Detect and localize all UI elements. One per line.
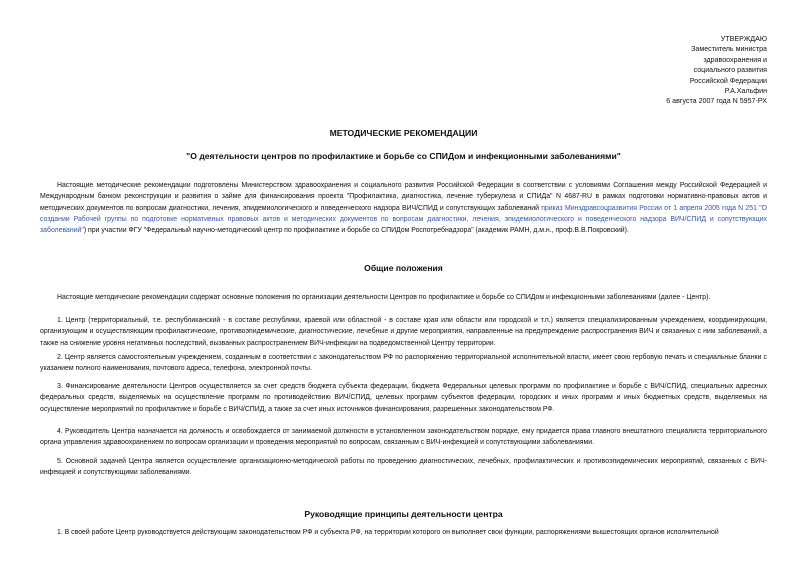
document-title: МЕТОДИЧЕСКИЕ РЕКОМЕНДАЦИИ <box>329 128 478 138</box>
intro-text-end: ) при участии ФГУ "Федеральный научно-методический центр по профилактике и борьбе со СПИДом Роспотребнадзора" (академик РАМН, д.м.н., проф.В.В.Покровский). <box>83 227 629 235</box>
paragraph: 4. Руководитель Центра назначается на должность и освобождается от занимаемой должности в установленном законодательством порядке, ему придается права главного внештатного специалиста территориального органа управления здравоохранением по вопросам организации и проведения мероприятий по вопросам, связанным с ВИЧ-инфекцией и сопутствующими заболеваниями. <box>40 428 767 447</box>
approval-line: 6 августа 2007 года N 5957-РХ <box>666 97 767 106</box>
paragraph: 2. Центр является самостоятельным учреждением, созданным в соответствии с законодательством РФ по распоряжению территориальной исполнительной власти, имеет свою гербовую печать и специальные бланки с указанием полного наименования, почтового адреса, телефона, электронной почты. <box>40 354 767 373</box>
paragraph: Настоящие методические рекомендации содержат основные положения по организации деятельности Центров по профилактике и борьбе со СПИДом и инфекционными заболеваниями (далее - Центр). <box>57 294 711 301</box>
approval-line: социального развития <box>693 66 767 75</box>
paragraph: 1. Центр (территориальный, т.е. республиканский - в составе республики, краевой или областной - в составе края или области или городской и т.п.) является специализированным учреждением, координирующим, организующим и осуществляющим профилактические, противоэпидемические, диагностические, лечебные и другие мероприятия, направленные на предупреждение распространения ВИЧ и связанных с ним заболеваний, а также на снижение уровня негативных последствий, вызванных распространением ВИЧ-инфекции на подведомственной Центру территории. <box>40 317 767 347</box>
paragraph: 5. Основной задачей Центра является осуществление организационно-методической работы по проведению диагностических, лечебных, профилактических и противоэпидемических мероприятий, связанных с ВИЧ-инфекцией и сопутствующими заболеваниями. <box>40 458 767 477</box>
approval-block <box>627 34 767 107</box>
approval-line: Заместитель министра <box>691 45 767 54</box>
document-subtitle: "О деятельности центров по профилактике и борьбе со СПИДом и инфекционными заболеваниями" <box>186 151 621 161</box>
section-heading-general: Общие положения <box>364 263 443 273</box>
approval-line: УТВЕРЖДАЮ <box>720 35 767 43</box>
paragraph: 3. Финансирование деятельности Центров осуществляется за счет средств бюджета субъекта федерации, бюджета Федеральных целевых программ по профилактике и борьбе с ВИЧ/СПИД, специальных адресных федеральных средств, выделяемых на осуществление программ по противодействию ВИЧ/СПИД, целевых программ субъектов федерации, городских и иных программ и иных бюджетных средств, выделяемых на осуществление мероприятий по профилактике и борьбе с ВИЧ/СПИД, а также за счет иных источников финансирования, разрешенных законодательством РФ. <box>40 383 767 413</box>
section-heading-principles: Руководящие принципы деятельности центра <box>304 509 503 519</box>
order-link[interactable]: приказ Минздравсоцразвития России от 1 апреля 2005 года N 251 "О создании Рабочей группы по подготовке нормативных правовых актов и методических документов по вопросам диагностики, лечения, эпидемиологического и поведенческого надзора ВИЧ/СПИД и сопутствующих заболеваний" <box>40 204 767 235</box>
approval-line: Российской Федерации <box>689 76 767 85</box>
approval-line: Р.А.Хальфин <box>724 87 767 96</box>
intro-text: Настоящие методические рекомендации подготовлены Министерством здравоохранения и социального развития Российской Федерации в соответствии с условиями Соглашения между Российской Федерацией и Международным банком реконструкции и развития о займе для финансирования проекта "Профилактика, диагностика, лечение туберкулеза и СПИДа" N 4687-RU в рамках подготовки нормативно-правовых актов и методических документов по вопросам диагностики, лечения, эпидемиологического и поведенческого надзора ВИЧ/СПИД и сопутствующих заболеваний <box>40 182 767 212</box>
intro-paragraph <box>40 180 767 236</box>
approval-line: здравоохранения и <box>703 55 767 64</box>
paragraph: 1. В своей работе Центр руководствуется действующим законодательством РФ и субъекта РФ, на территории которого он выполняет свои функции, распоряжениями вышестоящих органов исполнительной <box>57 529 719 536</box>
